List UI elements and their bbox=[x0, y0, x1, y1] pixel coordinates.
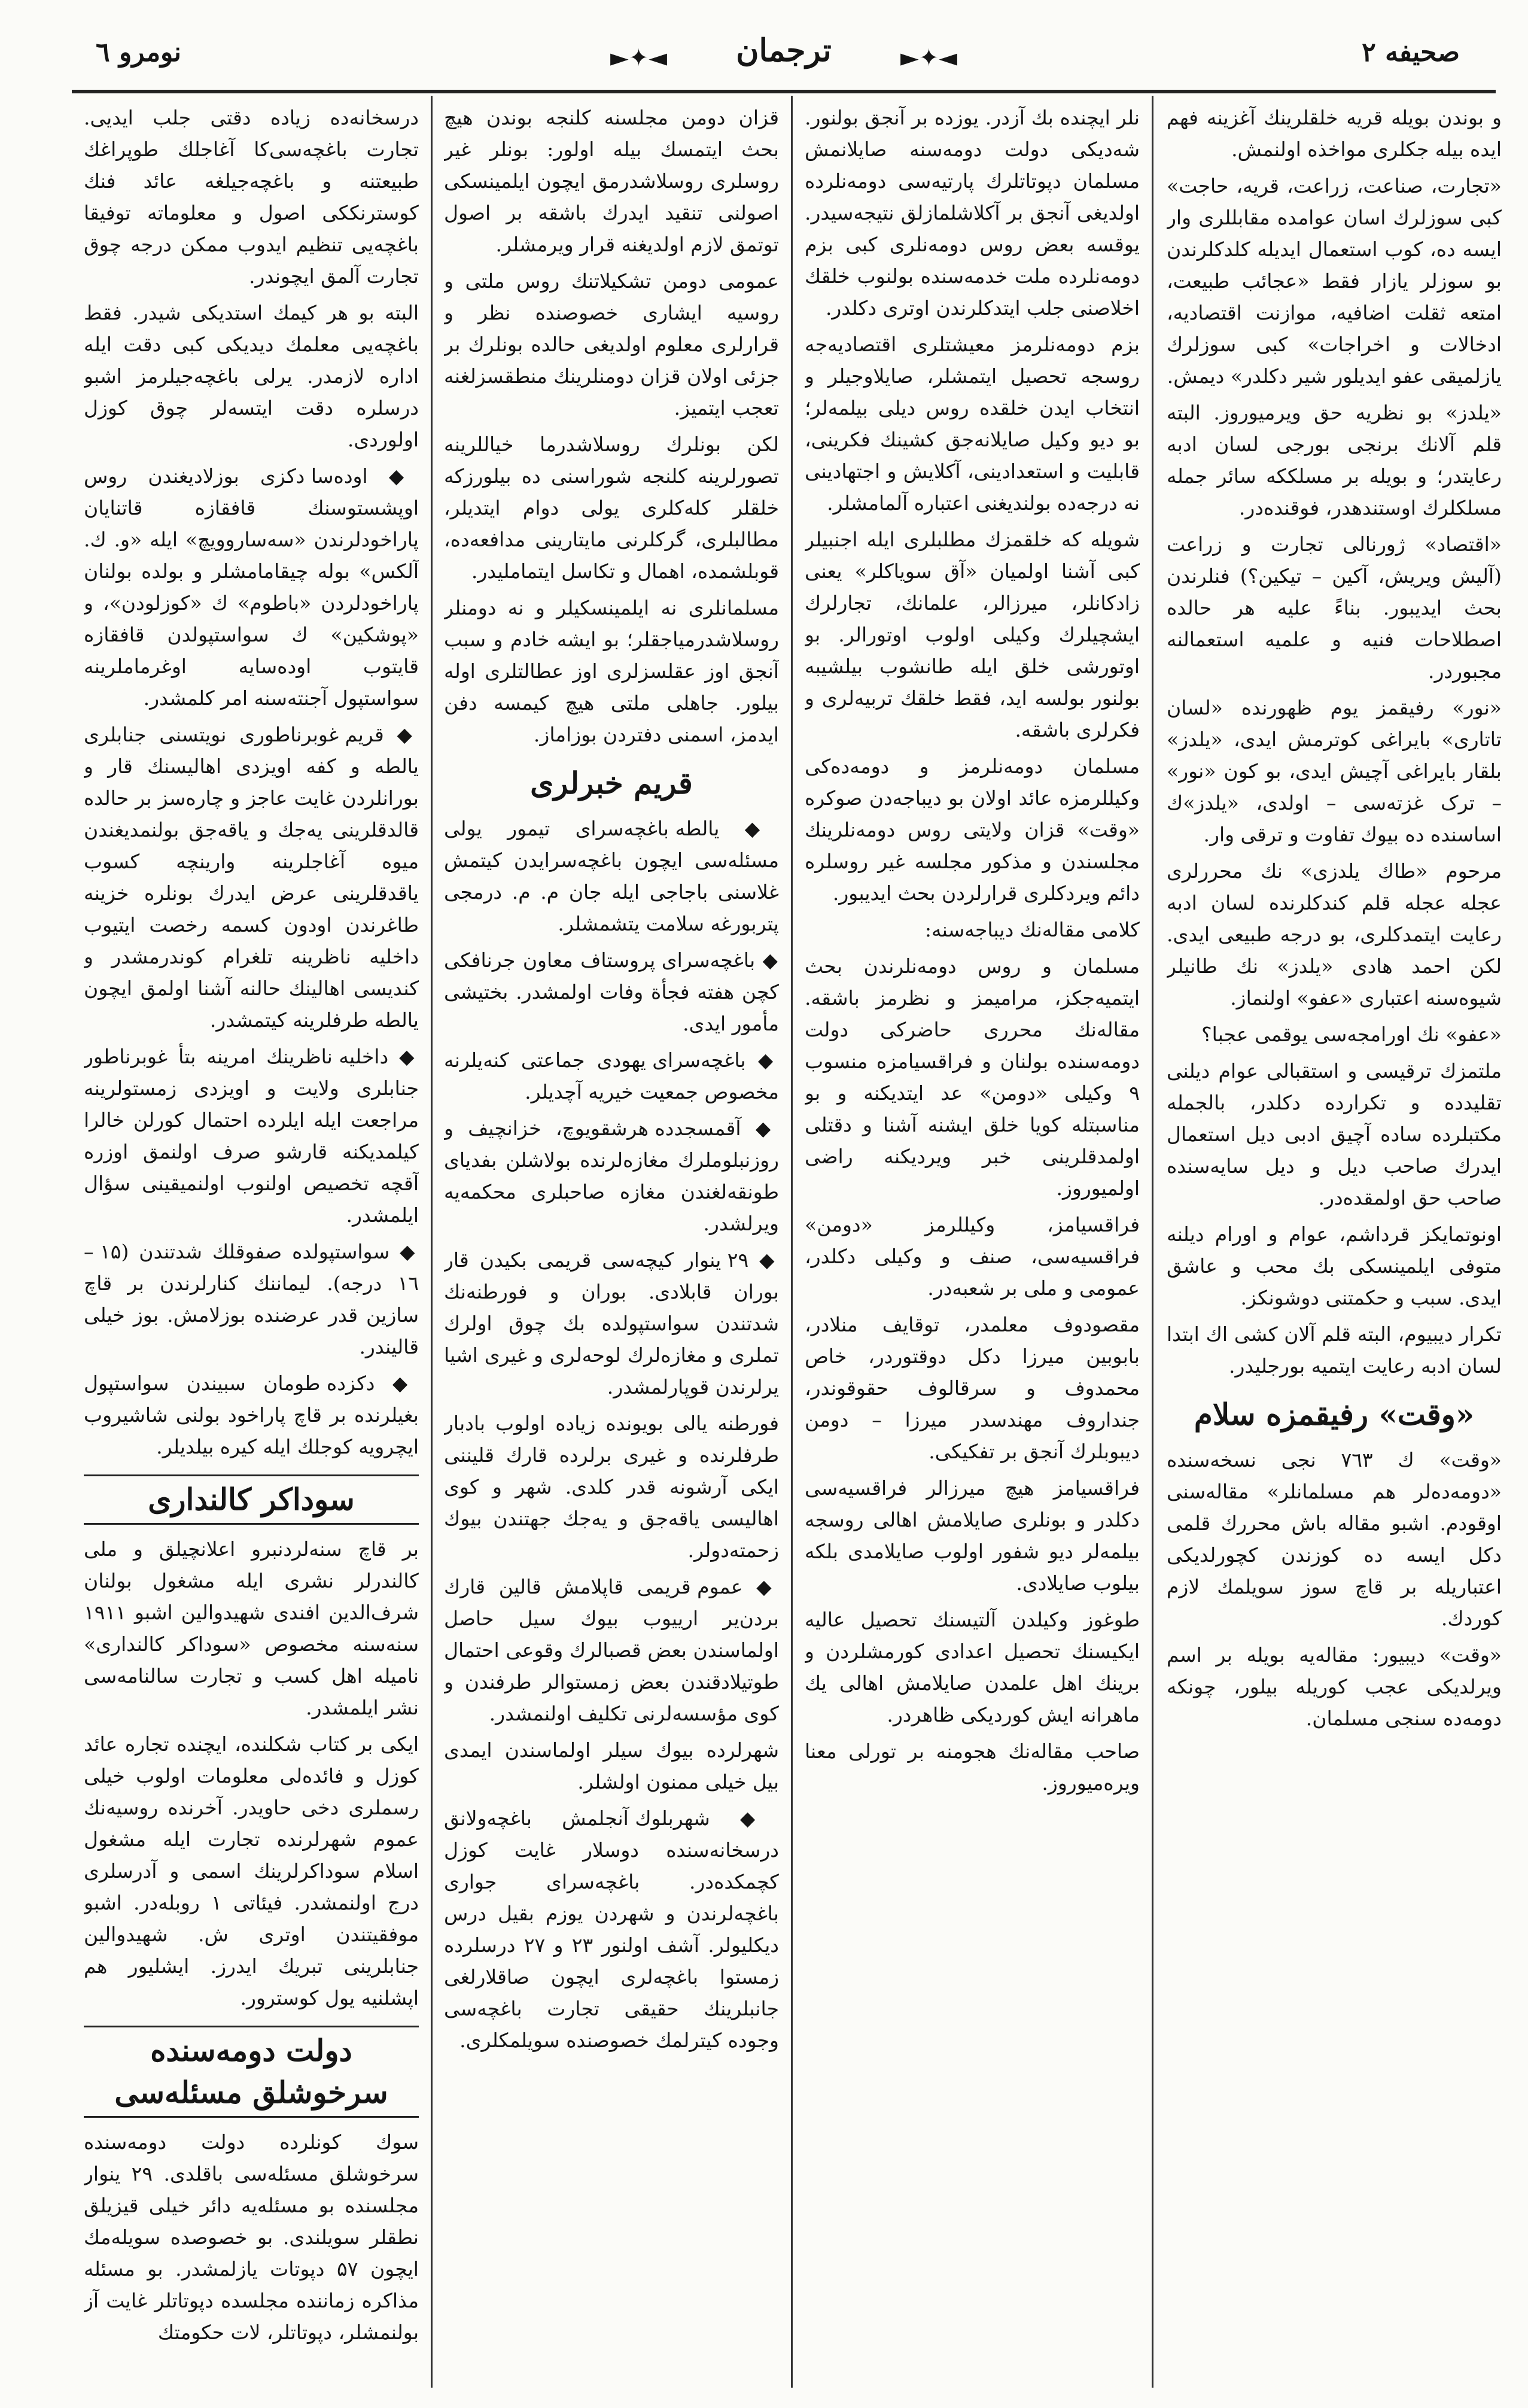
top-rule bbox=[72, 90, 1496, 93]
paragraph: «اقتصاد» ژورنالی تجارت و زراعت (آلیش ویریش، آکین – تیکین؟) فنلرندن بحث ایدیبور. بناءً علیه هر حالده اصطلاحات فنیه و علمیه استعمالنه مجبوردر. bbox=[1167, 533, 1502, 683]
news-item: ◆ داخلیه ناظرینك امرینه بتأ غوبرناطور جنابلری ولایت و اویزدی زمستولرینه مراجعت ایله ایلرده احتمال کورلن خالرا کیلمدیکنه قارشو صرف اولنمق اوزره آقچه تخصیص اولنوب اولنمیقینی سؤال ایلمشدر. bbox=[84, 1041, 419, 1231]
page-number: صحیفه ۲ bbox=[1362, 37, 1460, 68]
news-item: ◆ قریم غوبرناطوری نویتسنی جنابلری یالطه و کفه اویزدی اهالیسنك قار و بورانلردن غایت عاجز و چاره‌سز بر حالده قالدقلرینی یه‌جك و یاقه‌جق بولنمدیغندن میوه آغاجلرینه وارینچه کسوب یاقدقلرینی عرض ایدرك بونلره خزینه طاغرندن اودون کسمه رخصت ایتیوب داخلیه ناظرینه تلغرام کوندرمشدر و کندیسی اهالینك حالنه آشنا اولمق ایچون یالطه طرفلرینه کیتمشدر. bbox=[84, 719, 419, 1036]
news-item: ◆ باغچه‌سرای پروستاف معاون جرنافکی کچن هفته فجأة وفات اولمشدر. بختیشی مأمور ایدی. bbox=[444, 944, 779, 1039]
column-divider bbox=[791, 96, 793, 2388]
news-item: ◆ اوده‌سا دکزی بوزلادیغندن روس اوپشستوسنك قافقازه قاتنایان پاراخودلرندن «سه‌ساروویچ» ایله «و. ك. آلکس» بوله چیقامامشلر و بولده بولنان پاراخودلردن «باطوم» ك «کوزلودن»، و «پوشکین» ك سواستپولدن قافقازه قایتوب اوده‌سایه اوغرماملرینه سواستپول آجنته‌سنه امر کلمشدر. bbox=[84, 460, 419, 714]
news-item: شهرلرده بیوك سیلر اولماسندن ایمدی بیل خیلی ممنون اولشلر. bbox=[444, 1738, 779, 1793]
paragraph: طوغوز وکیلدن آلتیسنك تحصیل عالیه ایکیسنك تحصیل اعدادی کورمشلردن و برینك اهل علمدن صایلامش اهالی یك ماهرانه ایش کوردیکی ظاهردر. bbox=[805, 1608, 1140, 1726]
ornament-icon: ◄✦► bbox=[900, 44, 957, 72]
paragraph: بر قاچ سنه‌لردنبرو اعلانچیلق و ملی کالندرلر نشری ایله مشغول بولنان شرف‌الدین افندی شهیدوالین اشبو ۱۹۱۱ سنه‌سنه مخصوص «سوداکر کالنداری» نامیله اهل کسب و تجارت سالنامه‌سی نشر ایلمشدر. bbox=[84, 1537, 419, 1719]
masthead bbox=[72, 24, 1496, 90]
section-heading: قریم خبرلری bbox=[530, 765, 693, 801]
paragraph: «نور» رفیقمز یوم ظهورنده «لسان تاتاری» بایراغی کوترمش ایدی، «یلدز» بلقار بایراغی آچیش ایدی، بو کون «نور» – ترک غزته‌سی – اولدی، «یلدز»ك اساسنده ده بیوك تفاوت و ترقی وار. bbox=[1167, 696, 1502, 846]
news-item: ◆ ۲۹ ینوار کیچه‌سی قریمی بکیدن قار بوران قابلادی. بوران و فورطنه‌نك شدتندن سواستپولده بك چوق اولرك تملری و مغازه‌لرك لوحه‌لری و غیری اشیا یرلرندن قوپارلمشدر. bbox=[444, 1244, 779, 1403]
news-item: ◆ دکزده طومان سبیندن سواستپول بغیلرنده بر قاچ پاراخود بولنی شاشیروب ایچرویه کوجلك ایله کیره بیلدیلر. bbox=[84, 1367, 419, 1463]
paragraph: مرحوم «طاك یلدزی» نك محررلری عجله عجله قلم کندکلرنده لسان ادبه رعایت ایتمدکلری، بو درجه طبیعی ایدی. لکن احمد هادی «یلدز» نك طانیلر شیوه‌سنه اعتباری «عفو» اولنماز. bbox=[1167, 859, 1502, 1010]
paragraph: کلامی مقاله‌نك دیباجه‌سنه: bbox=[924, 918, 1140, 941]
paragraph: ملتمزك ترقیسی و استقبالی عوام دیلنی تقلیدده و تکرارده دکلدر، بالجمله مکتبلرده ساده آچیق ادبی دیل استعمال ایدرك صاحب دیل و دیل سایه‌سنده صاحب حق اولمقده‌در. bbox=[1167, 1059, 1502, 1209]
section-heading: دولت دومه‌سنده سرخوشلق مسئله‌سی bbox=[84, 2026, 419, 2118]
column-2 bbox=[805, 102, 1140, 2376]
news-item: ◆ آقمسجدده هرشقویوچ، خزانچیف و روزنبلوملرك مغازه‌لرنده بولاشلن بفدیای طونقه‌لغندن مغازه صاحبلری محکمه‌یه ویرلشدر. bbox=[444, 1112, 779, 1239]
paragraph: تکرار دیبیوم، البته قلم آلان کشی اك ابتدا لسان ادبه رعایت ایتمیه بورجلیدر. bbox=[1167, 1322, 1502, 1378]
column-divider bbox=[431, 96, 433, 2388]
paragraph: «وقت» دیبیور: مقاله‌یه بویله بر اسم ویرلدیکی عجب کوریله بیلور، چونکه دومه‌ده سنجی مسلمان. bbox=[1167, 1643, 1502, 1730]
section-heading: «وقت» رفیقمزه سلام bbox=[1194, 1397, 1475, 1432]
newspaper-title: ترجمان bbox=[736, 32, 832, 69]
paragraph: «تجارت، صناعت، زراعت، قریه، حاجت» کبی سوزلرك اسان عوامده مقابللری وار ایسه ده، کوب استعمال ایدیله کلدکلرندن بو سوزلر یازار فقط «عجائب طبیعت، امتعه ثقلت اضافیه، موازنت اقتصادیه، ادخالات و اخراجات» کبی سوزلرك یازلمیقی عفو ایدیلور شیر دکلدر» دیمش. bbox=[1167, 174, 1502, 388]
paragraph: درسخانه‌ده زیاده دقتی جلب ایدیی. تجارت باغچه‌سی‌کا آغاجلك طوپراغك طبیعتنه و باغچه‌جیلغه عائد فنك کوسترنککی اصول و معلوماته توفیقا باغچه‌یی تنظیم ایدوب ممکن درجه چوق تجارت آلمق ایچوندر. bbox=[84, 106, 419, 288]
paragraph: فراقسیامز، وکیللرمز «دومن» فراقسیه‌سی، صنف و وکیلی دکلدر، عمومی و ملی بر شعبه‌در. bbox=[805, 1213, 1140, 1300]
paragraph: بزم دومه‌نلرمز معیشتلری اقتصادیه‌جه روسجه تحصیل ایتمشلر، صایلاوجیلر و انتخاب ایدن خلقده روس دیلی بیلمه‌لر؛ بو دیو وکیل صایلانه‌جق کشینك فکرینی، قابلیت و استعدادینی، آکلایش و اجتهادینی نه درجه‌ده بولندیغنی اعتباره آلمامشلر. bbox=[805, 333, 1140, 515]
paragraph: شویله که خلقمزك مطلبلری ایله اجنبیلر کبی آشنا اولمیان «آق سویاکلر» یعنی زادکانلر، میرزالر، علمانك، تجارلرك ایشچیلرك وکیلی اولوب اوتورالر. بو اوتورشی خلق ایله طانشوب بیلشیبه بولنور بولسه اید، فقط خلقك تربیه‌لری و فکرلری باشقه. bbox=[805, 528, 1140, 741]
paragraph: «وقت» ك ٧٦٣ نجی نسخه‌سنده «دومه‌ده‌لر هم مسلمانلر» مقاله‌سنی اوقودم. اشبو مقاله باش محررك قلمی دکل ایسه ده کوزندن کچورلدیکی اعتباریله بر قاچ سوز سویلمك لازم کوردك. bbox=[1167, 1448, 1502, 1630]
news-item: ◆ شهربلوك آنجلمش باغچه‌ولانق درسخانه‌سنده دوسلار غایت کوزل کچمکده‌در. باغچه‌سرای جواری باغچه‌لرندن و شهردن یوزم بقیل درس دیکلیولر. آشف اولنور ۲۳ و ۲۷ درسلرده زمستوا باغچه‌لری ایچون صاقلارلغی جانبلرینك حقیقی تجارت باغچه‌سی وجوده کیترلمك خصوصنده سویلمکلری. bbox=[444, 1802, 779, 2056]
paragraph: سوك کونلرده دولت دومه‌سنده سرخوشلق مسئله‌سی باقلدی. ۲۹ ینوار مجلسنده بو مسئله‌یه دائر خیلی قیزیلق نطقلر سویلندی. بو خصوصده سویله‌مك ایچون ۵۷ دپوتات یازلمشدر. بو مسئله مذاکره زماننده مجلسده دپوتاتلر غایت آز بولنمشلر، دپوتاتلر، لات حکومتك bbox=[84, 2130, 419, 2344]
column-3 bbox=[444, 102, 779, 2376]
section-heading: سوداکر کالندارى bbox=[84, 1474, 419, 1525]
paragraph: مقصودوف معلمدر، توقایف منلادر، بابوبین میرزا دکل دوقتوردر، خاص محمدوف و سرقالوف حقوقوندر، جنداروف مهندسدر میرزا – دومن دیبوبلرك آنجق بر تفکیکی. bbox=[805, 1313, 1140, 1463]
paragraph: صاحب مقاله‌نك هجومنه بر تورلی معنا ویره‌میوروز. bbox=[805, 1740, 1140, 1795]
issue-number: نومرو ٦ bbox=[96, 37, 182, 68]
paragraph: و بوندن بویله قریه خلقلرینك آغزینه فهم ایده بیله جکلری مواخذه اولنمش. bbox=[1167, 106, 1502, 161]
paragraph: قزان دومن مجلسنه کلنجه بوندن هیچ بحث ایتمسك بیله اولور: بونلر غیر روسلری روسلاشدرمق ایچون ایلمینسکی اصولنی تنقید ایدرك باشقه بر اصول توتمق لازم اولدیغنه قرار ویرمشلر. bbox=[444, 106, 779, 256]
news-item: ◆ یالطه باغچه‌سرای تیمور یولی مسئله‌سی ایچون باغچه‌سرایدن کیتمش غلاسنی باجاجی ایله جان م. م. درمجی پتربورغه سلامت یتشمشلر. bbox=[444, 813, 779, 940]
news-item: فورطنه یالی بویونده زیاده اولوب بادبار طرفلرنده و غیری برلرده قارك قلیننی ایکی آرشونه قدر کلدی. شهر و کوی اهالیسی یاقه‌جق و یه‌جك جهتندن بیوك زحمته‌دولر. bbox=[444, 1412, 779, 1562]
news-item: ◆ باغچه‌سرای یهودی جماعتی کنه‌یلرنه مخصوص جمعیت خیریه آچدیلر. bbox=[444, 1044, 779, 1108]
paragraph: لکن بونلرك روسلاشدرما خیاللرینه تصورلرینه کلنجه شوراسنی ده بیلورزکه خلقلر کله‌کلری یولی دوام ایتدیلر، مطالبلری، گرکلرنی مایتارینی مدافعه‌ده، قوبلشمده، اهمال و تکاسل ایتماملیدر. bbox=[444, 433, 779, 583]
paragraph: ایکی بر کتاب شکلنده، ایچنده تجاره عائد کوزل و فائده‌لی معلومات اولوب خیلی رسملری دخی حاویدر. آخرنده روسیه‌نك عموم شهرلرنده تجارت ایله مشغول اسلام سوداکرلرینك اسمی و آدرسلری درج اولنمشدر. فیئاتی ۱ روبله‌در. اشبو موفقیتندن اوتری ش. شهیدوالین جنابلرینی تبریك ایدرز. ایشلیور هم اپشلنیه یول کوسترور. bbox=[84, 1732, 419, 2009]
paragraph: اونوتمایکز قرداشم، عوام و اورام دیلنه متوفی ایلمینسکی بك محب و عاشق ایدی. سبب و حکمتنی دوشونکز. bbox=[1167, 1223, 1502, 1309]
paragraph: فراقسیامز هیچ میرزالر فراقسیه‌سی دکلدر و بونلری صایلامش اهالی روسجه بیلمه‌لر دیو شفور اولوب صایلامدی بلکه بیلوب صایلادی. bbox=[805, 1476, 1140, 1595]
paragraph: «عفو» نك اورامجه‌سی یوقمی عجبا؟ bbox=[1201, 1023, 1502, 1046]
paragraph: مسلمان دومه‌نلرمز و دومه‌ده‌کی وکیللرمزه عائد اولان بو دیباجه‌دن صوکره «وقت» قزان ولایتی روس دومه‌نلرینك مجلسندن و مذکور مجلسه غیر روسلره دائم ویردکلری قرارلردن بحث ایدیبور. bbox=[805, 755, 1140, 905]
column-1 bbox=[1167, 102, 1502, 2376]
news-item: ◆ عموم قریمی قاپلامش قالین قارك بردن‌یر ارییوب بیوك سیل حاصل اولماسندن بعض قصبالرك وقوعی احتمال طوتیلادقندن بعض زمستوالر طرفندن و کوی مؤسسه‌لرنی تکلیف اولنمشدر. bbox=[444, 1571, 779, 1729]
column-divider bbox=[1152, 96, 1153, 2388]
column-4 bbox=[84, 102, 419, 2376]
paragraph: البته بو هر کیمك استدیکی شیدر. فقط باغچه‌یی معلمك دیدیکی کبی دقت ایله اداره لازمدر. یرلی باغچه‌جیلرمز اشبو درسلره دقت ایتسه‌لر چوق کوزل اولوردی. bbox=[84, 301, 419, 451]
paragraph: «یلدز» بو نظریه حق ویرمیوروز. البته قلم آلانك برنجی بورجی لسان ادبه رعایتدر؛ و بویله بر مسلککه سائر جمله مسلکلرك اوستندهدر، فوقنده‌در. bbox=[1167, 401, 1502, 519]
news-item: ◆ سواستپولده صفوقلك شدتندن (۱۵ – ۱٦ درجه). لیماننك کنارلرندن بر قاچ سازین قدر عرضنده بوزلامش. بوز خیلی قالیندر. bbox=[84, 1236, 419, 1363]
paragraph: نلر ایچنده بك آزدر. یوزده بر آنجق بولنور. شه‌دیکی دولت دومه‌سنه صایلانمش مسلمان دپوتاتلرك پارتیه‌سی دومه‌نلرده اولدیغی آنجق بر آکلاشلمازلق نتیجه‌سیدر. یوقسه بعض روس دومه‌نلری کبی بزم دومه‌نلرده ملت خدمه‌سنده بولنوب خلقك اخلاصنی جلب ایتدکلرندن اوتری دکلدر. bbox=[805, 106, 1140, 320]
paragraph: مسلمانلری نه ایلمینسکیلر و نه دومنلر روسلاشدرمیاجقلر؛ بو ایشه خادم و سبب آنجق اوز عقلسزلری اوز عطالتلری اوله بیلور. جاهلی ملتی هیچ کیمسه دفن ایدمز، اسمنی دفتردن بوزاماز. bbox=[444, 596, 779, 746]
paragraph: مسلمان و روس دومه‌نلرندن بحث ایتمیه‌جکز، مرامیمز و نظرمز باشقه. مقاله‌نك محرری حاضرکی دولت دومه‌سنده بولنان و فراقسیامزه منسوب ۹ وکیلی «دومن» عد ایتدیکنه و بو مناسبتله کویا خلق ایشنه آشنا و دقتلی اولمدقلرینی خبر ویردیکنه راضی اولمیوروز. bbox=[805, 954, 1140, 1200]
ornament-icon: ◄✦► bbox=[610, 44, 668, 72]
paragraph: عمومی دومن تشکیلاتنك روس ملتی و روسیه ایشاری خصوصنده نظر و قرارلری معلوم اولدیغی حالده بونلرك بر جزئی اولان قزان دومنلرینك منطقسزلغنه تعجب ایتمیز. bbox=[444, 269, 779, 419]
